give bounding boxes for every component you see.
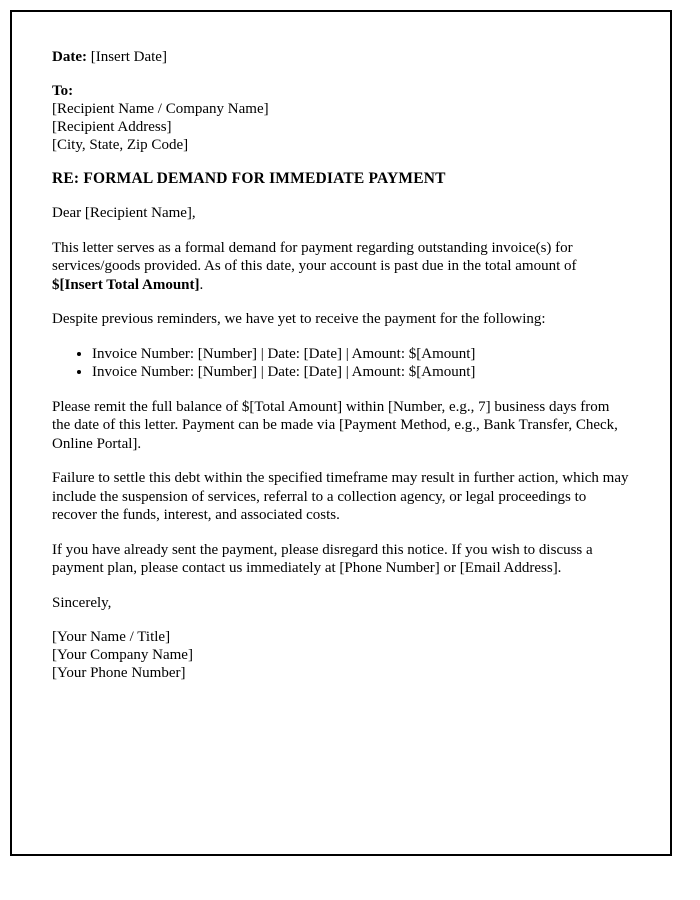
date-value: [Insert Date] xyxy=(90,49,167,65)
subject-line: RE: FORMAL DEMAND FOR IMMEDIATE PAYMENT xyxy=(52,170,446,187)
paragraph-demand xyxy=(52,239,630,295)
signature-phone-line: [Your Phone Number] xyxy=(52,665,186,681)
date-label: Date: xyxy=(52,49,87,65)
paragraph-demand-text: This letter serves as a formal demand for payment regarding outstanding invoice(s) for services/goods provided. As of this date, your account is past due in the total amount of xyxy=(52,239,577,274)
signature-block xyxy=(52,628,630,682)
paragraph-disregard: If you have already sent the payment, please disregard this notice. If you wish to discuss a payment plan, please contact us immediately at [Phone Number] or [Email Address]. xyxy=(52,541,593,576)
invoice-item: • Invoice Number: [Number] | Date: [Date] | Amount: $[Amount] xyxy=(92,363,630,382)
salutation: Dear [Recipient Name], xyxy=(52,205,196,221)
signature-name-line: [Your Name / Title] xyxy=(52,629,171,645)
total-amount-bold: $[Insert Total Amount] xyxy=(52,276,200,293)
paragraph-reminder: Despite previous reminders, we have yet to receive the payment for the following: xyxy=(52,311,546,327)
paragraph-demand-period: . xyxy=(199,276,204,293)
closing: Sincerely, xyxy=(52,594,112,611)
signature-company-line: [Your Company Name] xyxy=(52,647,193,663)
date-line xyxy=(52,48,630,66)
recipient-name-line: [Recipient Name / Company Name] xyxy=(52,101,269,117)
paragraph-remit: Please remit the full balance of $[Total Amount] within [Number, e.g., 7] business days from the date of this letter. Payment can be made via [Payment Method, e.g., Bank Transfer, Check, Online Portal]. xyxy=(52,398,618,452)
recipient-block xyxy=(52,82,630,154)
letter-document xyxy=(10,10,672,856)
recipient-city-line: [City, State, Zip Code] xyxy=(52,137,189,153)
paragraph-failure: Failure to settle this debt within the specified timeframe may result in further action, which may include the suspension of services, referral to a collection agency, or legal proceedings to recover the funds, interest, and associated costs. xyxy=(52,470,629,523)
invoice-list xyxy=(52,345,630,382)
to-label: To: xyxy=(52,83,74,99)
invoice-item: • Invoice Number: [Number] | Date: [Date] | Amount: $[Amount] xyxy=(92,345,630,364)
recipient-address-line: [Recipient Address] xyxy=(52,119,172,135)
